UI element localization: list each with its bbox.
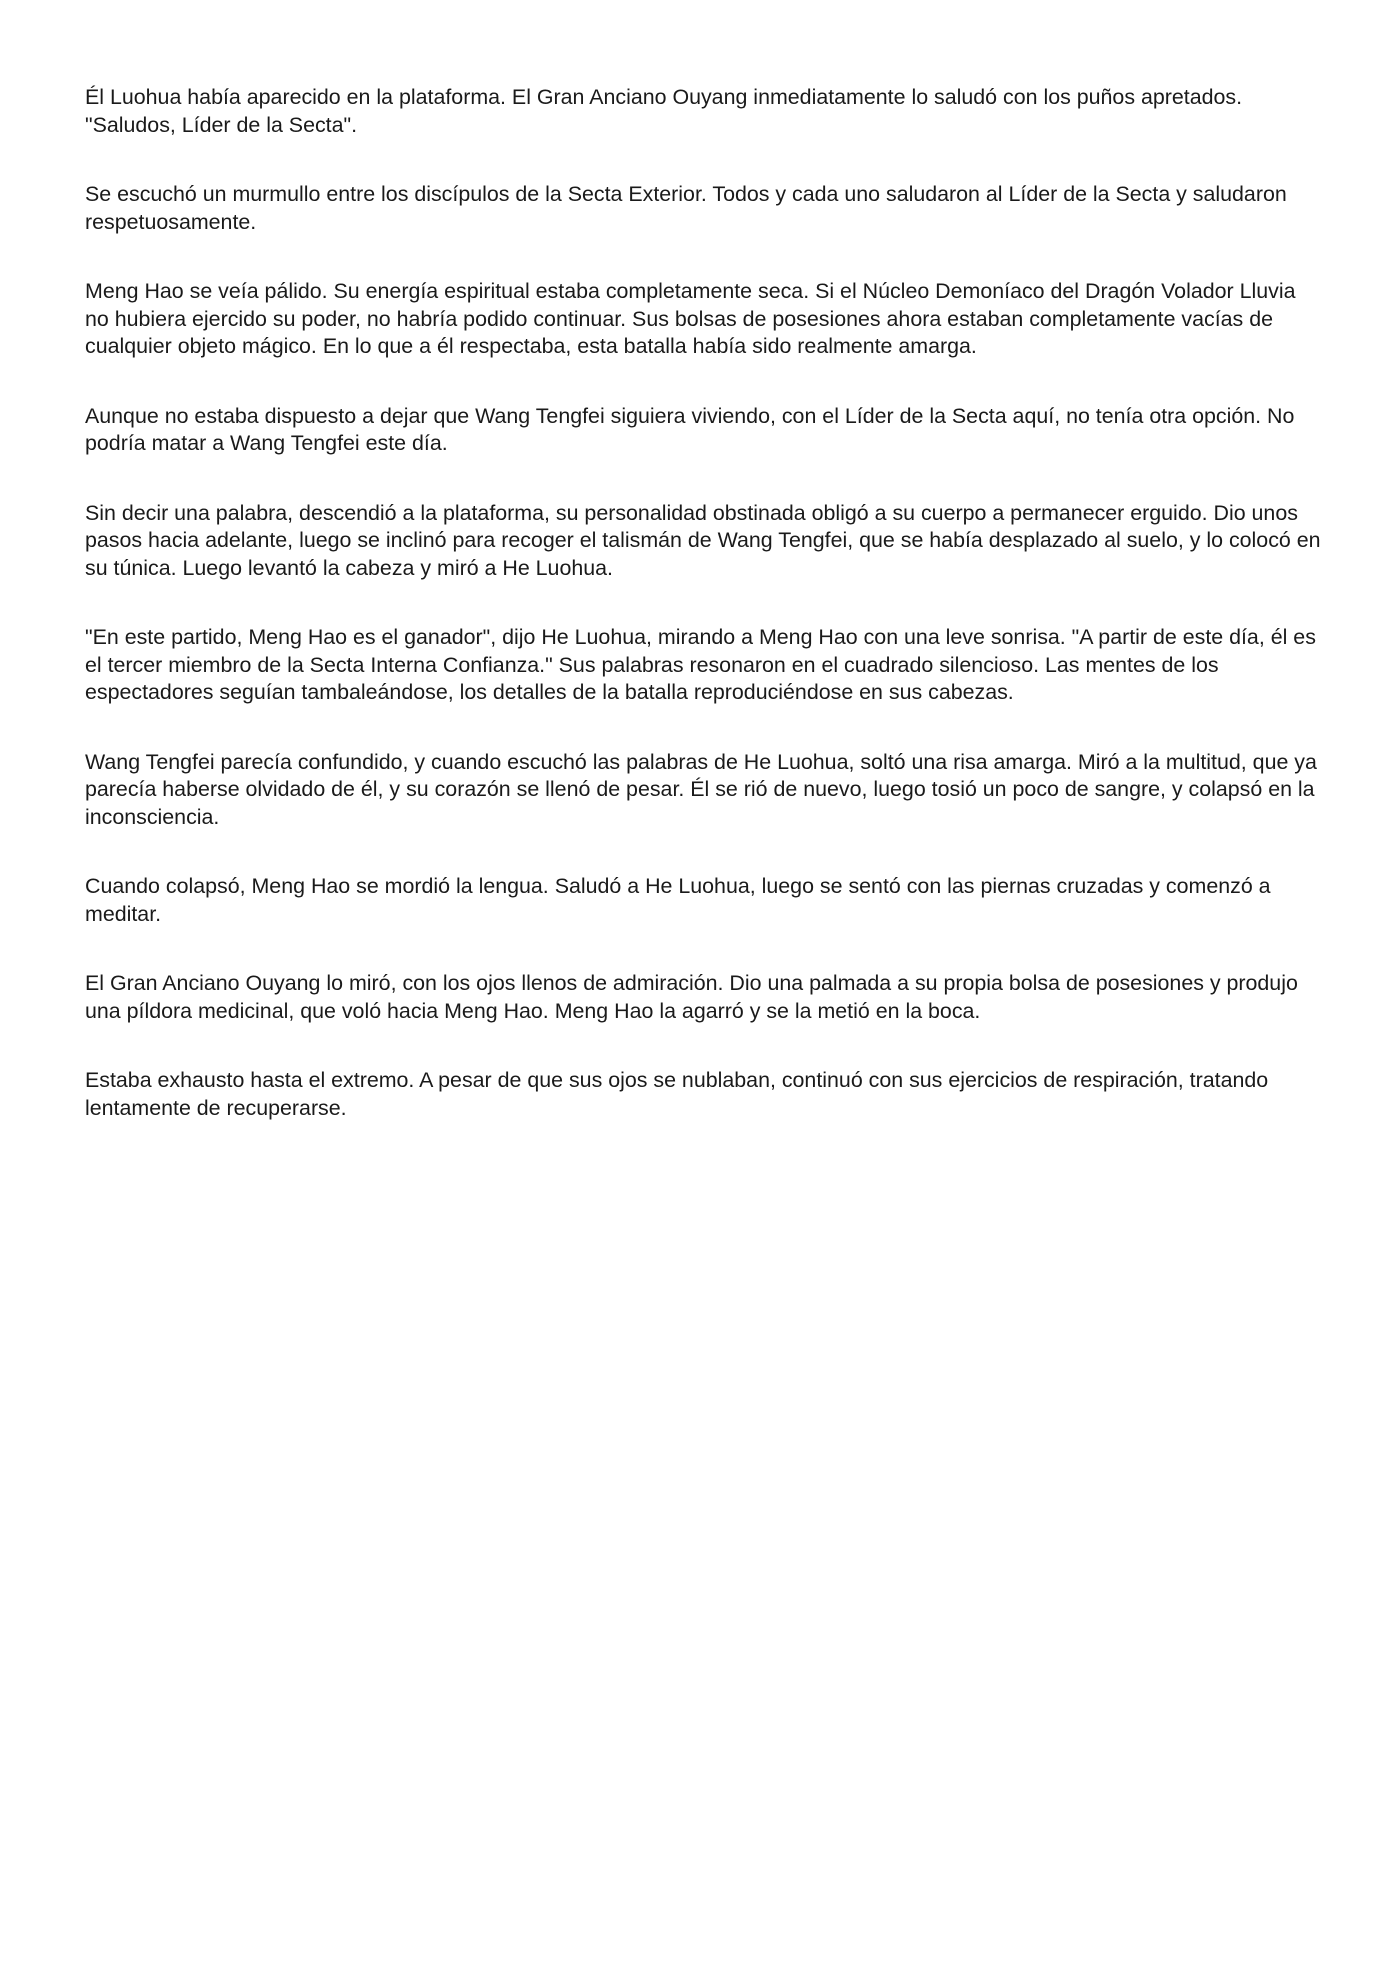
paragraph-8: Cuando colapsó, Meng Hao se mordió la lengua. Saludó a He Luohua, luego se sentó con las piernas cruzadas y comenzó a meditar. — [85, 874, 1271, 926]
paragraph-10: Estaba exhausto hasta el extremo. A pesar de que sus ojos se nublaban, continuó con sus ejercicios de respiración, tratando lentamente de recuperarse. — [85, 1068, 1269, 1120]
paragraph-7: Wang Tengfei parecía confundido, y cuando escuchó las palabras de He Luohua, soltó una risa amarga. Miró a la multitud, que ya parecía haberse olvidado de él, y su corazón se llenó de pesar. Él se rió de nuevo, luego tosió un poco de sangre, y colapsó en la inconsciencia. — [85, 749, 1317, 829]
paragraph-6: "En este partido, Meng Hao es el ganador", dijo He Luohua, mirando a Meng Hao con una leve sonrisa. "A partir de este día, él es el tercer miembro de la Secta Interna Confianza." Sus palabras resonaron en el cuadrado silencioso. Las mentes de los espectadores seguían tambaleándose, los detalles de la batalla reproduciéndose en sus cabezas. — [85, 625, 1316, 704]
paragraph-2: Se escuchó un murmullo entre los discípulos de la Secta Exterior. Todos y cada uno saludaron al Líder de la Secta y saludaron respetuosamente. — [85, 182, 1287, 234]
paragraph-4: Aunque no estaba dispuesto a dejar que Wang Tengfei siguiera viviendo, con el Líder de la Secta aquí, no tenía otra opción. No podría matar a Wang Tengfei este día. — [85, 403, 1295, 455]
paragraph-3: Meng Hao se veía pálido. Su energía espiritual estaba completamente seca. Si el Núcleo Demoníaco del Dragón Volador Lluvia no hubiera ejercido su poder, no habría podido continuar. Sus bolsas de posesiones ahora estaban completamente vacías de cualquier objeto mágico. En lo que a él respectaba, esta batalla había sido realmente amarga. — [85, 279, 1296, 358]
paragraph-9: El Gran Anciano Ouyang lo miró, con los ojos llenos de admiración. Dio una palmada a su propia bolsa de posesiones y produjo una píldora medicinal, que voló hacia Meng Hao. Meng Hao la agarró y se la metió en la boca. — [85, 971, 1298, 1023]
paragraph-1: Él Luohua había aparecido en la plataforma. El Gran Anciano Ouyang inmediatamente lo saludó con los puños apretados. "Saludos, Líder de la Secta". — [85, 85, 1243, 137]
paragraph-5: Sin decir una palabra, descendió a la plataforma, su personalidad obstinada obligó a su cuerpo a permanecer erguido. Dio unos pasos hacia adelante, luego se inclinó para recoger el talismán de Wang Tengfei, que se había desplazado al suelo, y lo colocó en su túnica. Luego levantó la cabeza y miró a He Luohua. — [85, 500, 1321, 580]
document-body — [85, 84, 1325, 1164]
